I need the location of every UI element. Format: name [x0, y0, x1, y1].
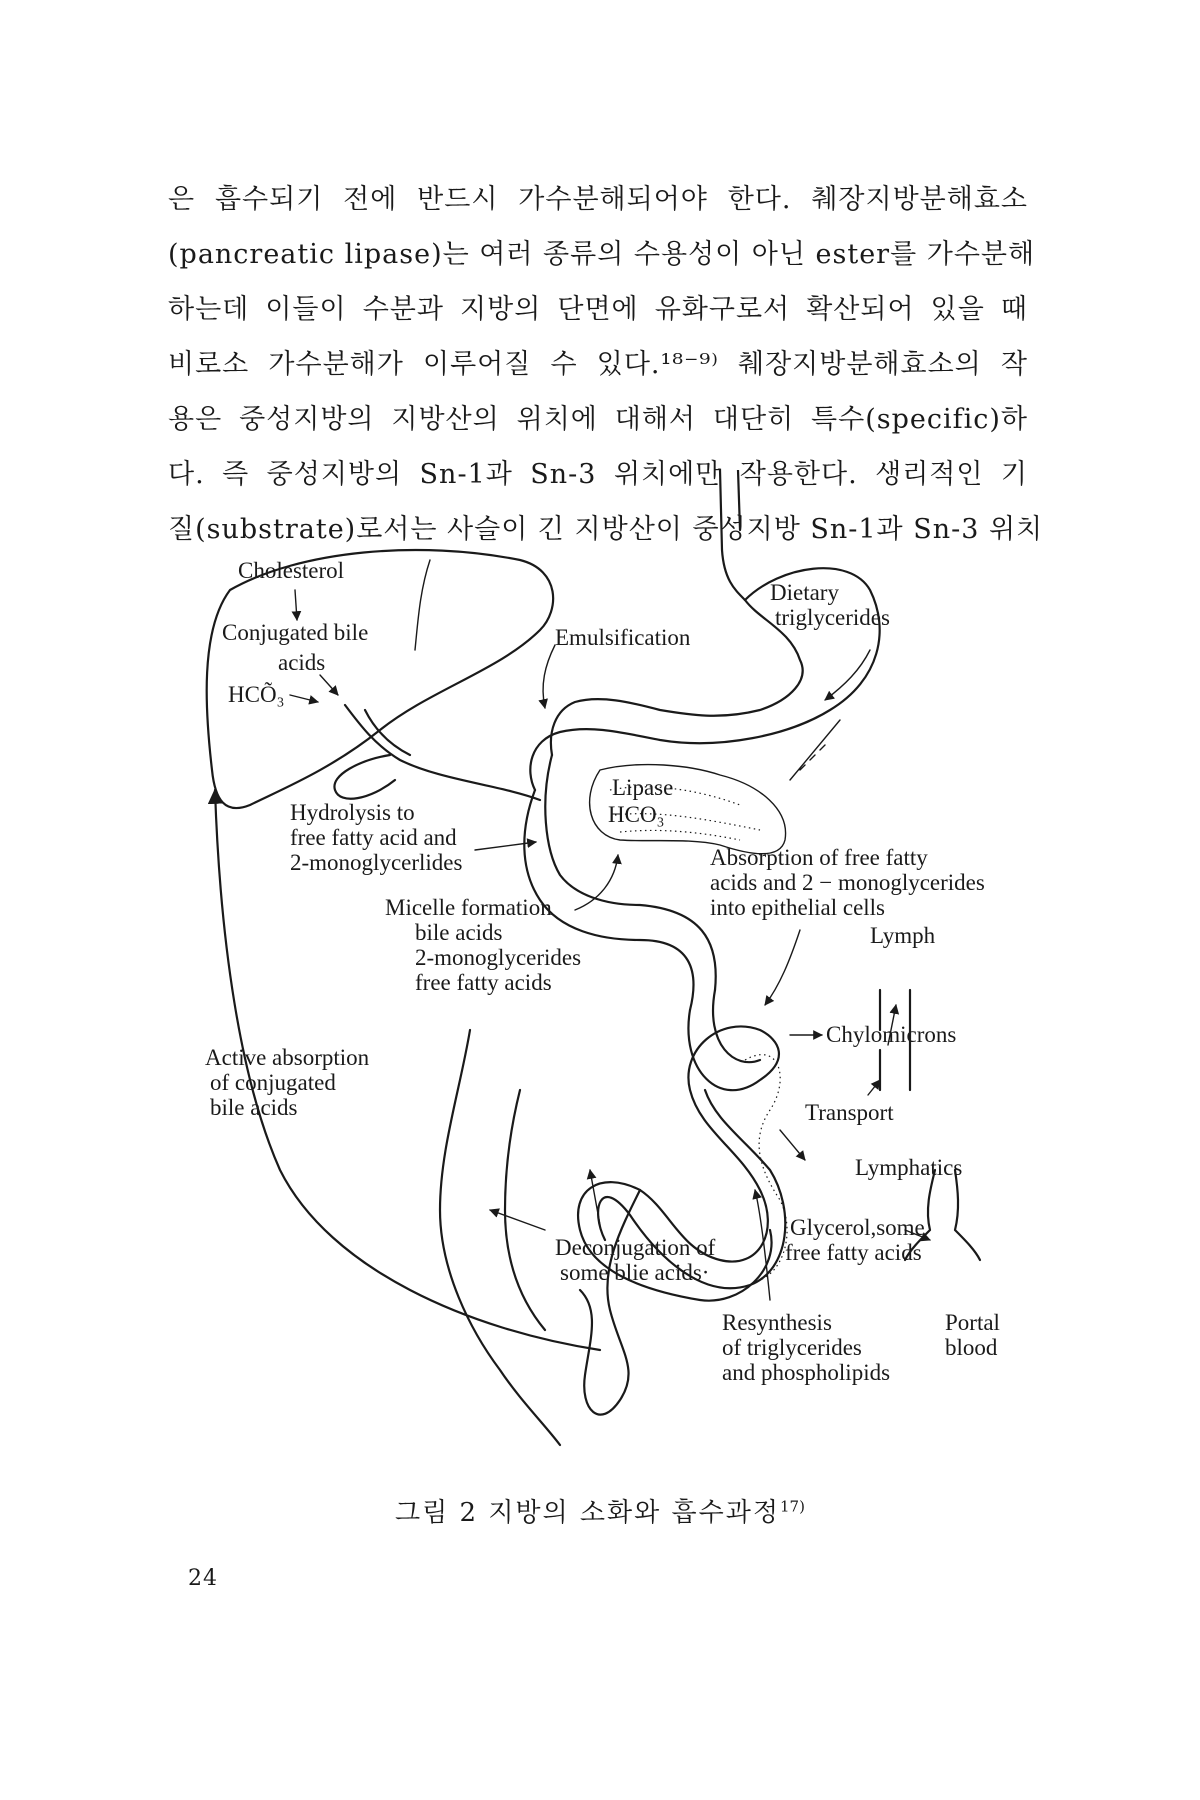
arrow-glycerol: [780, 1130, 805, 1160]
stomach-inner: [551, 600, 803, 755]
ileum: [580, 1190, 640, 1415]
label-active-absorption-line1: Active absorption: [205, 1045, 370, 1070]
label-glycerol-line1: Glycerol,some: [790, 1215, 925, 1240]
bile-duct: [345, 705, 540, 800]
fat-digestion-diagram: [0, 470, 1200, 1490]
arrow-hydrolysis: [475, 842, 536, 850]
label-resynthesis-line2: of triglycerides: [722, 1335, 862, 1360]
label-glycerol-line2: free fatty acids: [785, 1240, 922, 1265]
label-active-absorption-line3: bile acids: [210, 1095, 298, 1120]
text-line-5: 용은 중성지방의 지방산의 위치에 대해서 대단히 특수(specific)하: [168, 404, 1028, 435]
label-emulsification: Emulsification: [555, 625, 691, 650]
esophagus-right: [738, 470, 740, 530]
arrow-dietary: [825, 650, 870, 700]
arrow-bile-acids: [320, 675, 338, 695]
arrow-deconjugation-up: [590, 1170, 600, 1225]
gallbladder: [334, 755, 395, 799]
text-line-2: (pancreatic lipase)는 여러 종류의 수용성이 아닌 ester를 가수분해: [168, 239, 1036, 270]
label-lymph: Lymph: [870, 923, 936, 948]
diagram-svg: [0, 470, 1200, 1490]
figure-caption: [0, 1492, 1200, 1529]
label-micelle-line1: Micelle formation: [385, 895, 552, 920]
text-line-4: 비로소 가수분해가 이루어질 수 있다.¹⁸⁻⁹⁾ 췌장지방분해효소의 작: [168, 349, 1028, 380]
liver-lobe-line: [415, 560, 430, 650]
intestine-villi: [745, 1055, 787, 1280]
caption-text: 그림 2 지방의 소화와 흡수과정: [395, 1498, 781, 1528]
label-dietary-line1: Dietary: [770, 580, 839, 605]
text-line-1: 은 흡수되기 전에 반드시 가수분해되어야 한다. 췌장지방분해효소: [168, 184, 1028, 215]
text-line-7: 질(substrate)로서는 사슬이 긴 지방산이 중성지방 Sn-1과 Sn-3 위치: [168, 514, 1044, 545]
label-micelle-line4: free fatty acids: [415, 970, 552, 995]
liver-outline: [207, 550, 553, 808]
esophagus-left: [720, 470, 745, 600]
label-hydrolysis-line3: 2-monoglycerlides: [290, 850, 463, 875]
bile-duct-branch: [365, 710, 410, 755]
text-line-3: 하는데 이들이 수분과 지방의 단면에 유화구로서 확산되어 있을 때: [168, 294, 1028, 325]
colon: [440, 1030, 560, 1445]
arrow-cholesterol: [295, 590, 297, 620]
label-micelle-line3: 2-monoglycerides: [415, 945, 582, 970]
label-dietary-line2: triglycerides: [775, 605, 890, 630]
duct-hatch: [790, 720, 840, 780]
label-acids: acids: [278, 650, 326, 675]
label-micelle-line2: bile acids: [415, 920, 503, 945]
arrow-absorption: [765, 930, 800, 1005]
label-deconjugation-line2: some blie acids·: [560, 1260, 710, 1285]
label-absorption-line1: Absorption of free fatty: [710, 845, 928, 870]
label-hydrolysis-line1: Hydrolysis to: [290, 800, 415, 825]
label-conjugated-bile: Conjugated bile: [222, 620, 369, 645]
label-portal-line2: blood: [945, 1335, 998, 1360]
label-hco3-pancreas: HCO₃: [608, 802, 665, 827]
label-resynthesis-line1: Resynthesis: [722, 1310, 832, 1335]
label-deconjugation-line1: Deconjugation of: [555, 1235, 716, 1260]
text-line-6: 다. 즉 중성지방의 Sn-1과 Sn-3 위치에만 작용한다. 생리적인 기: [168, 459, 1028, 490]
caption-ref: 17): [780, 1497, 805, 1516]
label-resynthesis-line3: and phospholipids: [722, 1360, 891, 1385]
arrow-deconjugation: [490, 1210, 545, 1230]
label-absorption-line3: into epithelial cells: [710, 895, 886, 920]
label-absorption-line2: acids and 2 − monoglycerides: [710, 870, 985, 895]
label-hco3-liver: HCÕ₃: [228, 682, 285, 707]
label-lipase: Lipase: [612, 775, 674, 800]
label-active-absorption-line2: of conjugated: [210, 1070, 336, 1095]
label-portal-line1: Portal: [945, 1310, 1000, 1335]
page-number: 24: [188, 1566, 218, 1591]
label-cholesterol: Cholesterol: [238, 558, 345, 583]
label-lymphatics: Lymphatics: [855, 1155, 963, 1180]
label-transport: Transport: [805, 1100, 894, 1125]
label-chylomicrons: Chylomicrons: [826, 1022, 957, 1047]
label-hydrolysis-line2: free fatty acid and: [290, 825, 457, 850]
arrow-hco3: [290, 695, 318, 702]
arrow-emulsification: [543, 645, 555, 708]
colon-inner: [505, 1090, 545, 1330]
arrow-chylo-transport: [868, 1080, 880, 1095]
